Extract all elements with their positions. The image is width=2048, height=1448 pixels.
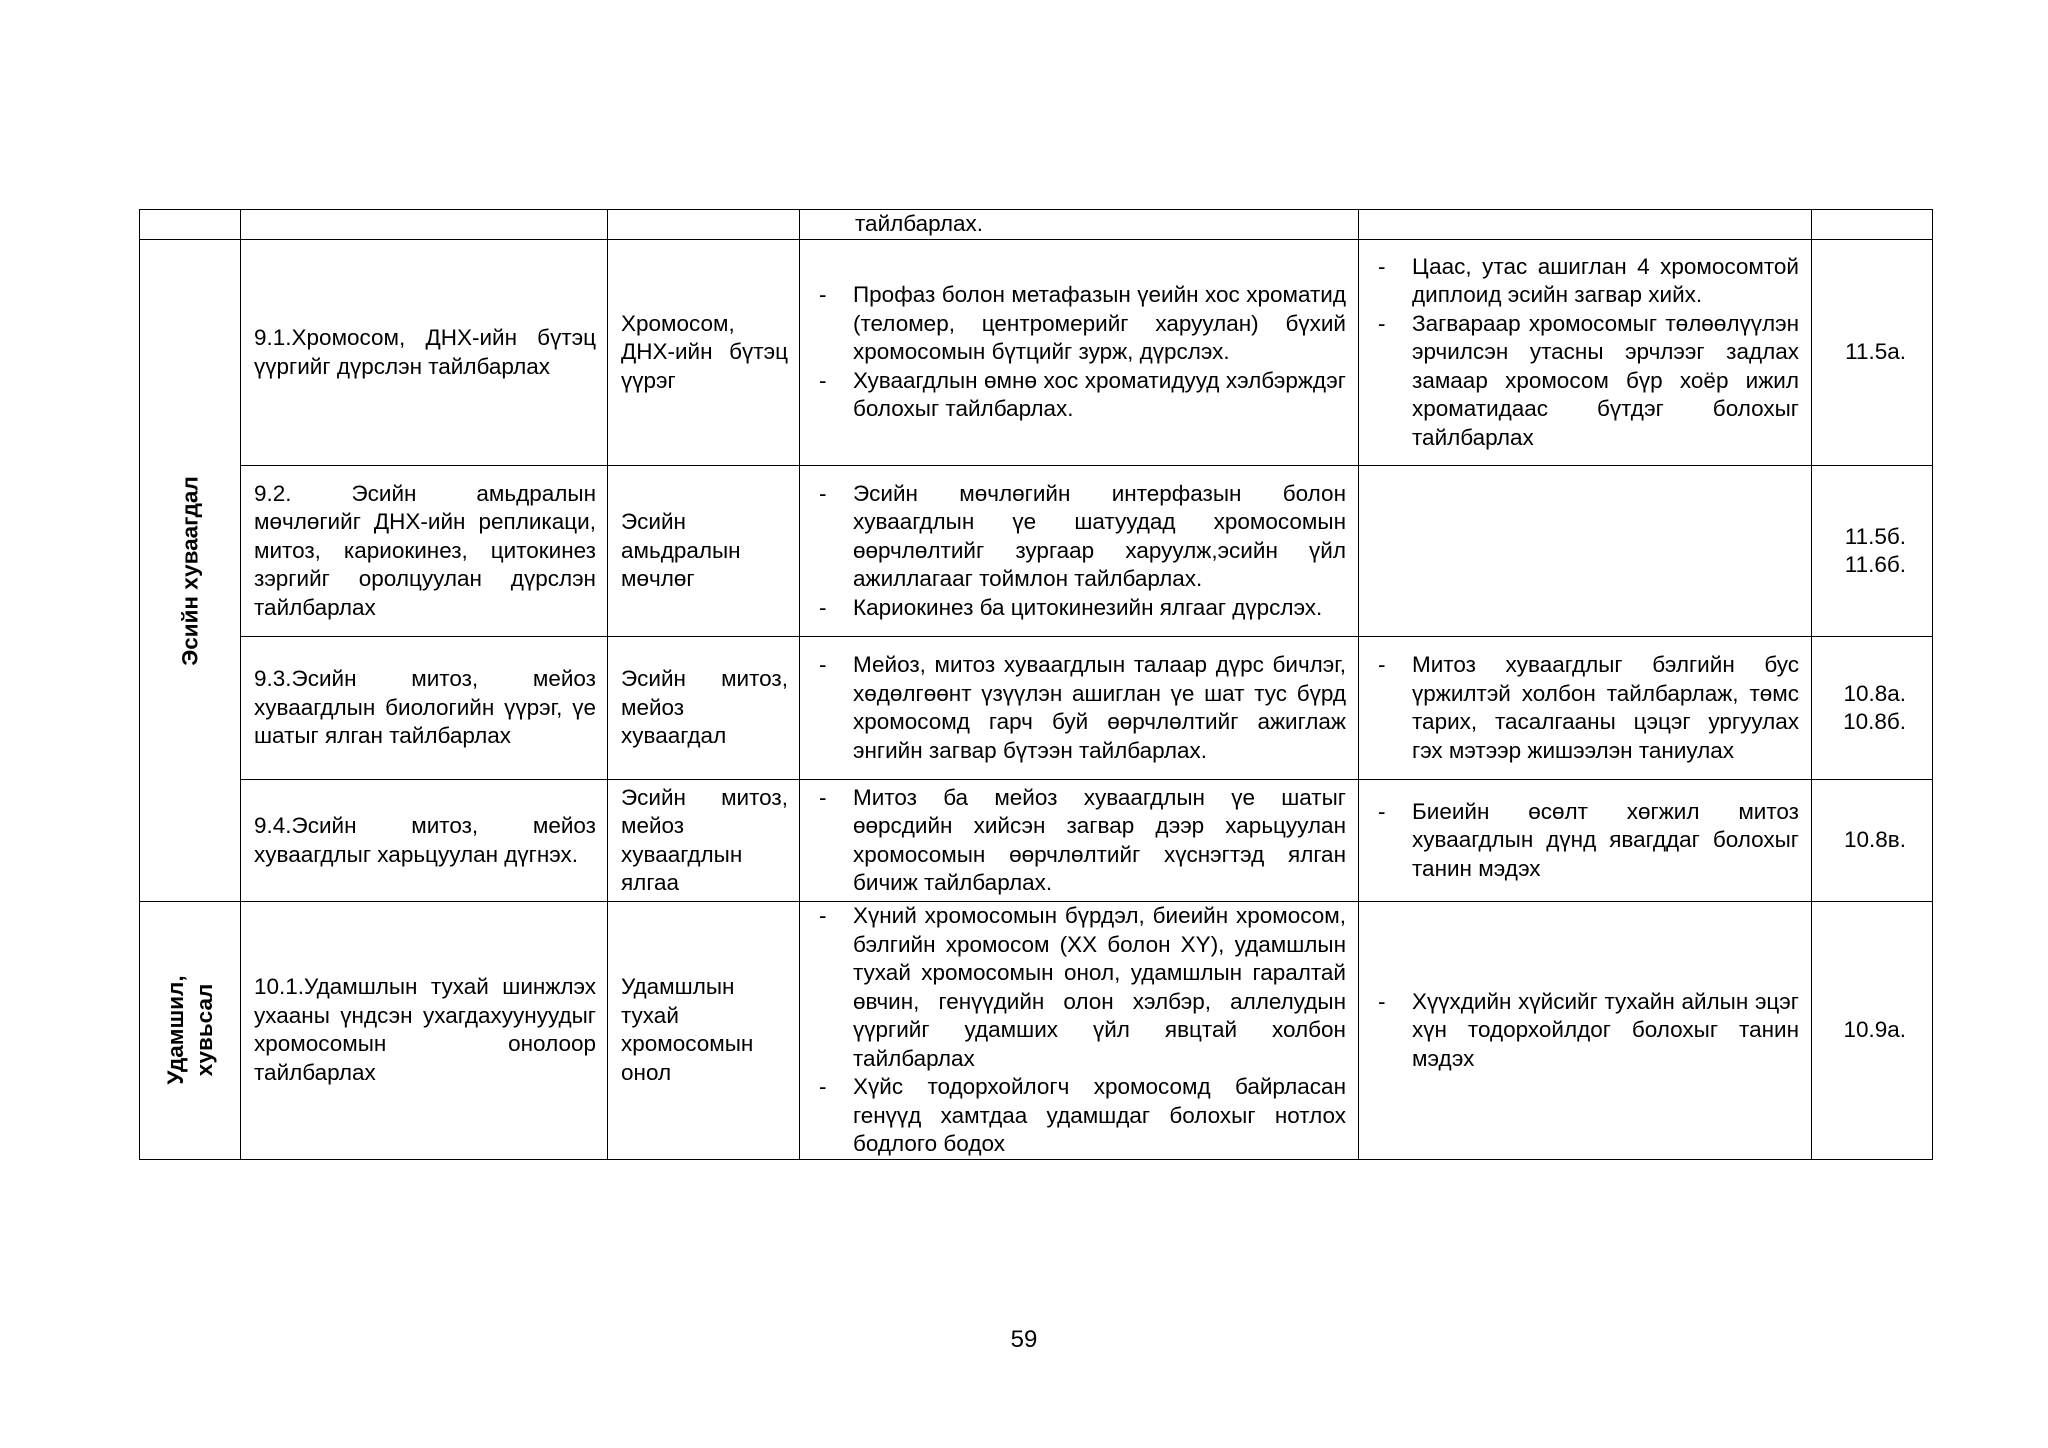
table-row: [140, 240, 1933, 466]
list-item: - Хүүхдийн хүйсийг тухайн айлын эцэг хүн тодорхойлдог болохыг танин мэдэх: [1372, 988, 1799, 1074]
topic-text: Эсийн митоз, мейоз хуваагдлын ялгаа: [621, 784, 788, 895]
extension-cell: [1359, 637, 1812, 780]
objective-cell: [241, 902, 608, 1160]
objective-text: 9.4.Эсийн митоз, мейоз хуваагдлыг харьцуулан дүгнэх.: [254, 813, 596, 867]
topic-cell: [608, 780, 800, 902]
list-item: - Митоз ба мейоз хуваагдлын үе шатыг өөрсдийн хийсэн загвар дээр харьцуулан хромосомын өөрчлөлтийг хүснэгтэд ялган бичиж тайлбарлах.: [813, 784, 1346, 898]
activities-cell: [800, 240, 1359, 466]
objective-cell: [241, 780, 608, 902]
extension-list: [1359, 651, 1811, 765]
objective-cell: [241, 240, 608, 466]
list-item: - Хуваагдлын өмнө хос хроматидууд хэлбэрждэг болохыг тайлбарлах.: [813, 367, 1346, 424]
section-cell: [140, 902, 241, 1160]
topic-cell: [608, 240, 800, 466]
list-item: - Биеийн өсөлт хөгжил митоз хуваагдлын дүнд явагддаг болохыг танин мэдэх: [1372, 798, 1799, 884]
list-item: - Кариокинез ба цитокинезийн ялгааг дүрслэх.: [813, 594, 1346, 623]
activity-list: [800, 651, 1358, 765]
list-item: - Хүний хромосомын бүрдэл, биеийн хромосом, бэлгийн хромосом (XX болон XY), удамшлын тухай хромосомын онол, удамшлын гаралтай өвчин, генүүдийн олон хэлбэр, аллелудын үүргийг удамших үйл явцтай холбон тайлбарлах: [813, 902, 1346, 1073]
topic-cell: [608, 902, 800, 1160]
list-item: - Цаас, утас ашиглан 4 хромосомтой диплоид эсийн загвар хийх.: [1372, 253, 1799, 310]
code-list: 10.8в.: [1844, 827, 1906, 853]
objective-text: 10.1.Удамшлын тухай шинжлэх ухааны үндсэн ухагдахуунуудыг хромосомын онолоор тайлбарлах: [254, 974, 596, 1085]
topic-cell: [608, 637, 800, 780]
list-item: - Загвараар хромосомыг төлөөлүүлэн эрчилсэн утасны эрчлээг задлах замаар хромосом бүр хоёр ижил хроматидаас бүтдэг болохыг тайлбарлах: [1372, 310, 1799, 453]
extension-cell: [1359, 780, 1812, 902]
list-item: - Митоз хуваагдлыг бэлгийн бус үржилтэй холбон тайлбарлаж, төмс тарих, тасалгааны цэцэг ургуулах гэх мэтээр жишээлэн таниулах: [1372, 651, 1799, 765]
list-item: - Мейоз, митоз хуваагдлын талаар дүрс бичлэг, хөдөлгөөнт үзүүлэн ашиглан үе шат тус бүрд хромосомд гарч буй өөрчлөлтийг ажиглаж энгийн загвар бүтээн тайлбарлах.: [813, 651, 1346, 765]
activities-cell: [800, 902, 1359, 1160]
list-item: - Профаз болон метафазын үеийн хос хроматид (теломер, центромерийг харуулан) бүхий хромосомын бүтцийг зурж, дүрслэх.: [813, 281, 1346, 367]
topic-cell: [608, 210, 800, 240]
section-title: Удамшил, хувьсал: [163, 975, 217, 1085]
objective-cell: [241, 637, 608, 780]
table-row: [140, 210, 1933, 240]
activity-list: [800, 902, 1358, 1159]
topic-text: Хромосом, ДНХ-ийн бүтэц үүрэг: [621, 310, 788, 393]
section-cell: [140, 240, 241, 902]
page-number: 59: [1010, 1326, 1038, 1353]
extension-cell: [1359, 210, 1812, 240]
table-row: [140, 902, 1933, 1160]
curriculum-table: [139, 209, 1933, 1160]
extension-cell: [1359, 902, 1812, 1160]
activities-cell: [800, 466, 1359, 637]
topic-text: Эсийн амьдралын мөчлөг: [621, 509, 741, 592]
code-list: 10.8а. 10.8б.: [1843, 680, 1906, 734]
section-title: Эсийн хуваагдал: [177, 475, 203, 666]
activity-list: [800, 480, 1358, 623]
section-cell: [140, 210, 241, 240]
activities-cell: [800, 780, 1359, 902]
topic-text: Эсийн митоз, мейоз хуваагдал: [621, 666, 788, 749]
objective-cell: [241, 210, 608, 240]
code-cell: [1812, 240, 1933, 466]
code-cell: [1812, 780, 1933, 902]
code-list: 10.9а.: [1843, 1017, 1906, 1042]
code-list: 11.5б. 11.6б.: [1844, 523, 1906, 577]
activities-cell: [800, 210, 1359, 240]
table-row: [140, 466, 1933, 637]
extension-cell: [1359, 240, 1812, 466]
code-cell: [1812, 637, 1933, 780]
extension-list: [1359, 798, 1811, 884]
list-item: - Эсийн мөчлөгийн интерфазын болон хуваагдлын үе шатуудад хромосомын өөрчлөлтийг зургаар харуулж,эсийн үйл ажиллагааг тоймлон тайлбарлах.: [813, 480, 1346, 594]
objective-text: 9.3.Эсийн митоз, мейоз хуваагдлын биологийн үүрэг, үе шатыг ялган тайлбарлах: [254, 666, 596, 749]
extension-cell: [1359, 466, 1812, 637]
list-item: - Хүйс тодорхойлогч хромосомд байрласан генүүд хамтдаа удамшдаг болохыг нотлох бодлого бодох: [813, 1073, 1346, 1159]
extension-list: [1359, 253, 1811, 453]
table-row: [140, 780, 1933, 902]
activity-list: [800, 281, 1358, 424]
extension-list: [1359, 988, 1811, 1074]
topic-text: Удамшлын тухай хромосомын онол: [621, 974, 754, 1085]
objective-cell: [241, 466, 608, 637]
code-cell: [1812, 210, 1933, 240]
activity-list: [800, 784, 1358, 898]
activity-text: тайлбарлах.: [855, 211, 984, 236]
topic-cell: [608, 466, 800, 637]
code-cell: [1812, 902, 1933, 1160]
objective-text: 9.1.Хромосом, ДНХ-ийн бүтэц үүргийг дүрслэн тайлбарлах: [254, 325, 596, 379]
code-cell: [1812, 466, 1933, 637]
activities-cell: [800, 637, 1359, 780]
table-row: [140, 637, 1933, 780]
code-list: 11.5а.: [1845, 339, 1906, 365]
objective-text: 9.2. Эсийн амьдралын мөчлөгийг ДНХ-ийн репликаци, митоз, кариокинез, цитокинез зэргийг оролцуулан дүрслэн тайлбарлах: [254, 480, 596, 620]
